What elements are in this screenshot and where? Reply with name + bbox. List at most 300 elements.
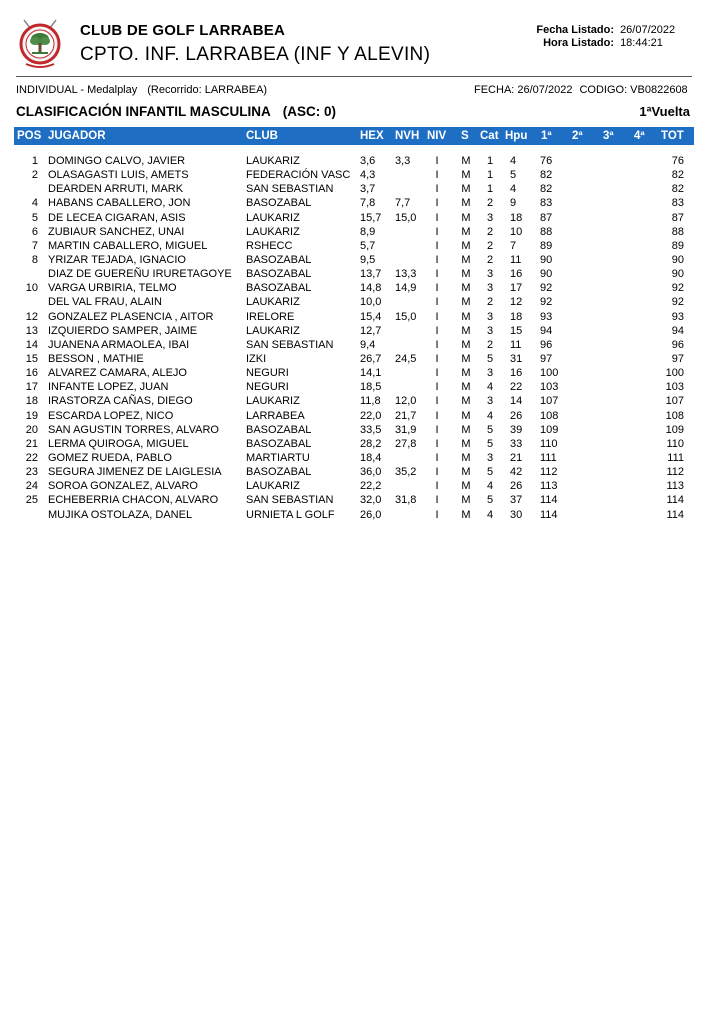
cell-club: BASOZABAL (246, 282, 312, 295)
cell-club: LAUKARIZ (246, 480, 300, 493)
col-round4: 4ª (634, 130, 645, 142)
cell-hex: 12,7 (360, 324, 382, 337)
cell-pos: 2 (31, 169, 38, 182)
cell-s: M (461, 395, 471, 408)
cell-s: M (461, 437, 471, 450)
col-round3: 3ª (603, 130, 614, 142)
cell-club: LAUKARIZ (246, 211, 300, 224)
cell-hpu: 15 (510, 324, 523, 337)
cell-tot: 111 (667, 451, 684, 464)
col-niv: NIV (427, 130, 447, 142)
cell-cat: 1 (486, 155, 494, 167)
cell-niv: I (435, 183, 439, 196)
cell-s: M (461, 451, 471, 464)
cell-round1: 111 (540, 451, 557, 464)
cell-s: M (461, 225, 471, 238)
cell-pos: 21 (25, 437, 38, 450)
cell-player: HABANS CABALLERO, JON (48, 197, 191, 210)
listing-date-label: Fecha Listado: (536, 24, 614, 36)
cell-hpu: 16 (510, 367, 523, 380)
table-header (14, 127, 694, 145)
cell-pos: 10 (25, 282, 38, 295)
cell-player: IZQUIERDO SAMPER, JAIME (48, 324, 198, 337)
cell-round1: 108 (540, 409, 559, 422)
col-pos: POS (17, 130, 42, 142)
table-row (0, 423, 728, 437)
cell-cat: 2 (486, 197, 494, 210)
cell-niv: I (435, 480, 439, 493)
cell-club: BASOZABAL (246, 437, 312, 450)
cell-player: OLASAGASTI LUIS, AMETS (48, 169, 189, 182)
cell-pos: 18 (25, 395, 38, 408)
cell-niv: I (435, 239, 439, 252)
cell-player: BESSON , MATHIE (48, 352, 144, 365)
cell-round1: 103 (540, 381, 559, 394)
cell-hpu: 11 (510, 253, 522, 266)
cell-club: BASOZABAL (246, 423, 312, 436)
col-club: CLUB (246, 130, 278, 142)
cell-niv: I (435, 367, 439, 380)
cell-cat: 4 (486, 381, 494, 394)
cell-niv: I (435, 352, 439, 365)
modality-info (16, 84, 267, 96)
cell-hpu: 10 (510, 225, 523, 238)
cell-player: IRASTORZA CAÑAS, DIEGO (48, 395, 193, 408)
cell-hex: 5,7 (360, 239, 376, 252)
cell-tot: 93 (671, 310, 684, 323)
cell-hpu: 22 (510, 381, 523, 394)
cell-player: INFANTE LOPEZ, JUAN (48, 381, 169, 394)
cell-hex: 15,4 (360, 310, 382, 323)
cell-niv: I (435, 268, 439, 281)
results-table (0, 154, 728, 522)
cell-player: MUJIKA OSTOLAZA, DANEL (48, 508, 193, 521)
cell-tot: 100 (665, 367, 684, 380)
cell-tot: 89 (671, 239, 684, 252)
cell-hex: 22,0 (360, 409, 382, 422)
cell-player: DIAZ DE GUEREÑU IRURETAGOYE (48, 268, 232, 281)
cell-nvh: 27,8 (395, 437, 417, 450)
table-row (0, 352, 728, 366)
cell-round1: 88 (540, 225, 553, 238)
cell-pos: 19 (25, 409, 38, 422)
table-row (0, 451, 728, 465)
cell-player: JUANENA ARMAOLEA, IBAI (48, 338, 190, 351)
table-row (0, 437, 728, 451)
cell-tot: 112 (666, 466, 684, 479)
cell-pos: 15 (25, 352, 38, 365)
cell-pos: 14 (25, 338, 38, 351)
cell-pos: 22 (25, 451, 38, 464)
cell-s: M (461, 310, 471, 323)
cell-pos: 23 (25, 466, 38, 479)
cell-niv: I (435, 409, 439, 422)
cell-hpu: 9 (510, 197, 517, 210)
listing-time (530, 37, 663, 49)
cell-hpu: 7 (510, 239, 517, 252)
col-tot: TOT (661, 130, 684, 142)
cell-hex: 10,0 (360, 296, 382, 309)
cell-nvh: 21,7 (395, 409, 417, 422)
cell-pos: 1 (31, 155, 38, 167)
cell-hpu: 16 (510, 268, 523, 281)
cell-s: M (461, 268, 471, 281)
cell-tot: 82 (671, 169, 684, 182)
table-row (0, 508, 728, 522)
cell-player: SAN AGUSTIN TORRES, ALVARO (48, 423, 219, 436)
cell-niv: I (435, 381, 439, 394)
cell-niv: I (435, 466, 439, 479)
table-row (0, 338, 728, 352)
competition-title: CPTO. INF. LARRABEA (INF Y ALEVIN) (80, 44, 431, 65)
cell-player: DEL VAL FRAU, ALAIN (48, 296, 162, 309)
cell-cat: 4 (486, 409, 494, 422)
cell-round1: 112 (540, 466, 558, 479)
cell-hex: 3,7 (360, 183, 376, 196)
cell-pos: 8 (31, 253, 38, 266)
listing-date-value: 26/07/2022 (620, 24, 676, 36)
cell-nvh: 14,9 (395, 282, 417, 295)
cell-hex: 14,1 (360, 367, 382, 380)
cell-club: URNIETA L GOLF (246, 508, 335, 521)
cell-tot: 87 (671, 211, 684, 224)
cell-hpu: 39 (510, 423, 523, 436)
table-row (0, 267, 728, 281)
cell-niv: I (435, 395, 439, 408)
table-row (0, 310, 728, 324)
cell-club: SAN SEBASTIAN (246, 183, 334, 196)
cell-niv: I (435, 155, 439, 167)
cell-s: M (461, 352, 471, 365)
cell-niv: I (435, 451, 439, 464)
cell-niv: I (435, 211, 439, 224)
cell-cat: 5 (486, 352, 494, 365)
cell-tot: 82 (671, 183, 684, 196)
cell-round1: 113 (540, 480, 558, 493)
cell-hpu: 21 (510, 451, 523, 464)
cell-player: MARTIN CABALLERO, MIGUEL (48, 239, 208, 252)
cell-niv: I (435, 324, 439, 337)
cell-hex: 26,7 (360, 352, 382, 365)
cell-hex: 28,2 (360, 437, 382, 450)
cell-hex: 36,0 (360, 466, 382, 479)
cell-player: GOMEZ RUEDA, PABLO (48, 451, 172, 464)
cell-tot: 113 (666, 480, 684, 493)
cell-s: M (461, 253, 471, 266)
table-row (0, 225, 728, 239)
modality: INDIVIDUAL - Medalplay (16, 84, 138, 96)
cell-nvh: 7,7 (395, 197, 411, 210)
cell-round1: 92 (540, 282, 553, 295)
listing-date (530, 24, 675, 36)
cell-player: VARGA URBIRIA, TELMO (48, 282, 177, 295)
cell-hpu: 30 (510, 508, 523, 521)
cell-s: M (461, 296, 471, 309)
cell-round1: 97 (540, 352, 553, 365)
table-row (0, 295, 728, 309)
cell-player: SEGURA JIMENEZ DE LAIGLESIA (48, 466, 222, 479)
cell-cat: 4 (486, 480, 494, 493)
cell-round1: 114 (540, 508, 558, 521)
cell-cat: 3 (486, 282, 494, 295)
cell-player: GONZALEZ PLASENCIA , AITOR (48, 310, 214, 323)
cell-cat: 2 (486, 225, 494, 238)
cell-player: SOROA GONZALEZ, ALVARO (48, 480, 198, 493)
cell-hpu: 31 (510, 352, 523, 365)
col-hpu: Hpu (505, 130, 528, 142)
cell-hex: 32,0 (360, 494, 382, 507)
cell-round1: 83 (540, 197, 553, 210)
cell-cat: 3 (486, 367, 494, 380)
cell-hpu: 33 (510, 437, 523, 450)
cell-round1: 92 (540, 296, 553, 309)
cell-pos: 24 (25, 480, 38, 493)
cell-cat: 2 (486, 239, 494, 252)
cell-club: LAUKARIZ (246, 155, 300, 167)
cell-s: M (461, 197, 471, 210)
cell-round1: 90 (540, 268, 553, 281)
col-round2: 2ª (572, 130, 583, 142)
cell-s: M (461, 409, 471, 422)
cell-hex: 33,5 (360, 423, 382, 436)
cell-nvh: 31,8 (395, 494, 417, 507)
cell-cat: 2 (486, 338, 494, 351)
cell-round1: 89 (540, 239, 553, 252)
cell-s: M (461, 239, 471, 252)
cell-player: LERMA QUIROGA, MIGUEL (48, 437, 189, 450)
cell-hex: 7,8 (360, 197, 376, 210)
cell-s: M (461, 282, 471, 295)
cell-cat: 3 (486, 310, 494, 323)
table-row (0, 324, 728, 338)
cell-tot: 114 (666, 494, 684, 507)
cell-hpu: 4 (510, 155, 517, 167)
club-name: CLUB DE GOLF LARRABEA (80, 22, 286, 39)
cell-player: DEARDEN ARRUTI, MARK (48, 183, 184, 196)
cell-s: M (461, 155, 471, 167)
cell-hex: 13,7 (360, 268, 382, 281)
cell-niv: I (435, 338, 439, 351)
cell-s: M (461, 466, 471, 479)
cell-hex: 26,0 (360, 508, 382, 521)
cell-club: SAN SEBASTIAN (246, 338, 334, 351)
table-row (0, 493, 728, 507)
cell-s: M (461, 324, 471, 337)
listing-time-value: 18:44:21 (620, 37, 663, 49)
classification-asc: (ASC: 0) (282, 104, 336, 119)
cell-s: M (461, 494, 471, 507)
cell-nvh: 13,3 (395, 268, 417, 281)
cell-s: M (461, 367, 471, 380)
cell-player: ZUBIAUR SANCHEZ, UNAI (48, 225, 185, 238)
col-s: S (461, 130, 469, 142)
cell-pos: 16 (25, 367, 38, 380)
cell-club: LAUKARIZ (246, 324, 300, 337)
cell-cat: 1 (486, 169, 494, 182)
col-nvh: NVH (395, 130, 420, 142)
cell-round1: 96 (540, 338, 553, 351)
cell-round1: 100 (540, 367, 559, 380)
cell-round1: 94 (540, 324, 553, 337)
table-row (0, 479, 728, 493)
cell-nvh: 24,5 (395, 352, 417, 365)
col-jugador: JUGADOR (48, 130, 106, 142)
table-row (0, 253, 728, 267)
cell-nvh: 12,0 (395, 395, 417, 408)
cell-niv: I (435, 508, 439, 521)
cell-round1: 93 (540, 310, 553, 323)
table-row (0, 409, 728, 423)
cell-hex: 18,4 (360, 451, 382, 464)
cell-round1: 87 (540, 211, 553, 224)
cell-hex: 3,6 (360, 155, 376, 167)
cell-niv: I (435, 197, 439, 210)
cell-hex: 9,5 (360, 253, 376, 266)
cell-round1: 109 (540, 423, 559, 436)
cell-tot: 96 (671, 338, 684, 351)
cell-club: FEDERACIÓN VASC (246, 169, 351, 182)
cell-niv: I (435, 310, 439, 323)
cell-club: RSHECC (246, 239, 293, 252)
table-row (0, 281, 728, 295)
cell-cat: 5 (486, 494, 494, 507)
course: (Recorrido: LARRABEA) (147, 84, 268, 96)
cell-tot: 103 (665, 381, 684, 394)
cell-cat: 3 (486, 211, 494, 224)
cell-hpu: 26 (510, 409, 523, 422)
table-row (0, 211, 728, 225)
table-row (0, 182, 728, 196)
classification-title (16, 104, 336, 119)
cell-hex: 15,7 (360, 211, 382, 224)
cell-hex: 14,8 (360, 282, 382, 295)
cell-hpu: 18 (510, 211, 523, 224)
cell-pos: 20 (25, 423, 38, 436)
cell-round1: 90 (540, 253, 553, 266)
cell-s: M (461, 480, 471, 493)
cell-tot: 97 (671, 352, 684, 365)
cell-cat: 3 (486, 451, 494, 464)
cell-club: LARRABEA (246, 409, 305, 422)
cell-nvh: 35,2 (395, 466, 417, 479)
cell-hpu: 17 (510, 282, 523, 295)
cell-hpu: 14 (510, 395, 523, 408)
cell-pos: 13 (25, 324, 38, 337)
cell-pos: 5 (31, 211, 38, 224)
cell-club: LAUKARIZ (246, 225, 300, 238)
col-cat: Cat (480, 130, 499, 142)
cell-tot: 92 (671, 282, 684, 295)
table-row (0, 394, 728, 408)
cell-club: NEGURI (246, 367, 289, 380)
cell-club: SAN SEBASTIAN (246, 494, 334, 507)
table-row (0, 154, 728, 168)
table-row (0, 168, 728, 182)
listing-time-label: Hora Listado: (543, 37, 614, 49)
cell-club: IRELORE (246, 310, 295, 323)
table-row (0, 239, 728, 253)
cell-cat: 3 (486, 324, 494, 337)
cell-niv: I (435, 282, 439, 295)
cell-s: M (461, 508, 471, 521)
table-row (0, 196, 728, 210)
cell-club: BASOZABAL (246, 197, 312, 210)
cell-s: M (461, 338, 471, 351)
cell-niv: I (435, 296, 439, 309)
cell-player: ALVAREZ CAMARA, ALEJO (48, 367, 187, 380)
cell-hex: 18,5 (360, 381, 382, 394)
cell-tot: 114 (666, 508, 684, 521)
cell-player: ECHEBERRIA CHACON, ALVARO (48, 494, 219, 507)
cell-niv: I (435, 253, 439, 266)
cell-tot: 90 (671, 253, 684, 266)
cell-club: BASOZABAL (246, 253, 312, 266)
cell-cat: 4 (486, 508, 494, 521)
table-row (0, 380, 728, 394)
cell-niv: I (435, 437, 439, 450)
cell-round1: 107 (540, 395, 559, 408)
cell-hex: 8,9 (360, 225, 376, 238)
cell-round1: 82 (540, 183, 553, 196)
cell-cat: 5 (486, 466, 494, 479)
cell-hex: 9,4 (360, 338, 376, 351)
cell-club: LAUKARIZ (246, 395, 300, 408)
fecha: FECHA: 26/07/2022 (474, 84, 573, 96)
cell-nvh: 15,0 (395, 310, 417, 323)
cell-player: YRIZAR TEJADA, IGNACIO (48, 253, 186, 266)
cell-tot: 94 (671, 324, 684, 337)
cell-cat: 3 (486, 268, 494, 281)
cell-cat: 5 (486, 437, 494, 450)
cell-cat: 2 (486, 253, 494, 266)
cell-tot: 76 (671, 155, 684, 167)
cell-hpu: 5 (510, 169, 517, 182)
cell-niv: I (435, 423, 439, 436)
table-row (0, 366, 728, 380)
cell-hpu: 37 (510, 494, 523, 507)
cell-hpu: 4 (510, 183, 517, 196)
cell-round1: 82 (540, 169, 553, 182)
cell-player: DOMINGO CALVO, JAVIER (48, 155, 186, 167)
cell-cat: 2 (486, 296, 494, 309)
cell-nvh: 31,9 (395, 423, 417, 436)
cell-hpu: 12 (510, 296, 523, 309)
cell-cat: 1 (486, 183, 494, 196)
cell-club: BASOZABAL (246, 466, 312, 479)
cell-hpu: 26 (510, 480, 523, 493)
cell-pos: 4 (31, 197, 38, 210)
cell-cat: 3 (486, 395, 494, 408)
cell-s: M (461, 169, 471, 182)
cell-niv: I (435, 494, 439, 507)
cell-s: M (461, 183, 471, 196)
cell-pos: 7 (31, 239, 38, 252)
cell-nvh: 15,0 (395, 211, 417, 224)
cell-s: M (461, 381, 471, 394)
cell-hpu: 18 (510, 310, 523, 323)
cell-pos: 6 (31, 225, 38, 238)
cell-pos: 12 (25, 310, 38, 323)
cell-player: DE LECEA CIGARAN, ASIS (48, 211, 186, 224)
cell-s: M (461, 423, 471, 436)
date-code-info (474, 84, 688, 96)
round-label: 1ªVuelta (639, 104, 690, 119)
cell-tot: 107 (665, 395, 684, 408)
cell-hex: 22,2 (360, 480, 382, 493)
cell-niv: I (435, 169, 439, 182)
codigo: CODIGO: VB0822608 (579, 84, 688, 96)
cell-tot: 88 (671, 225, 684, 238)
